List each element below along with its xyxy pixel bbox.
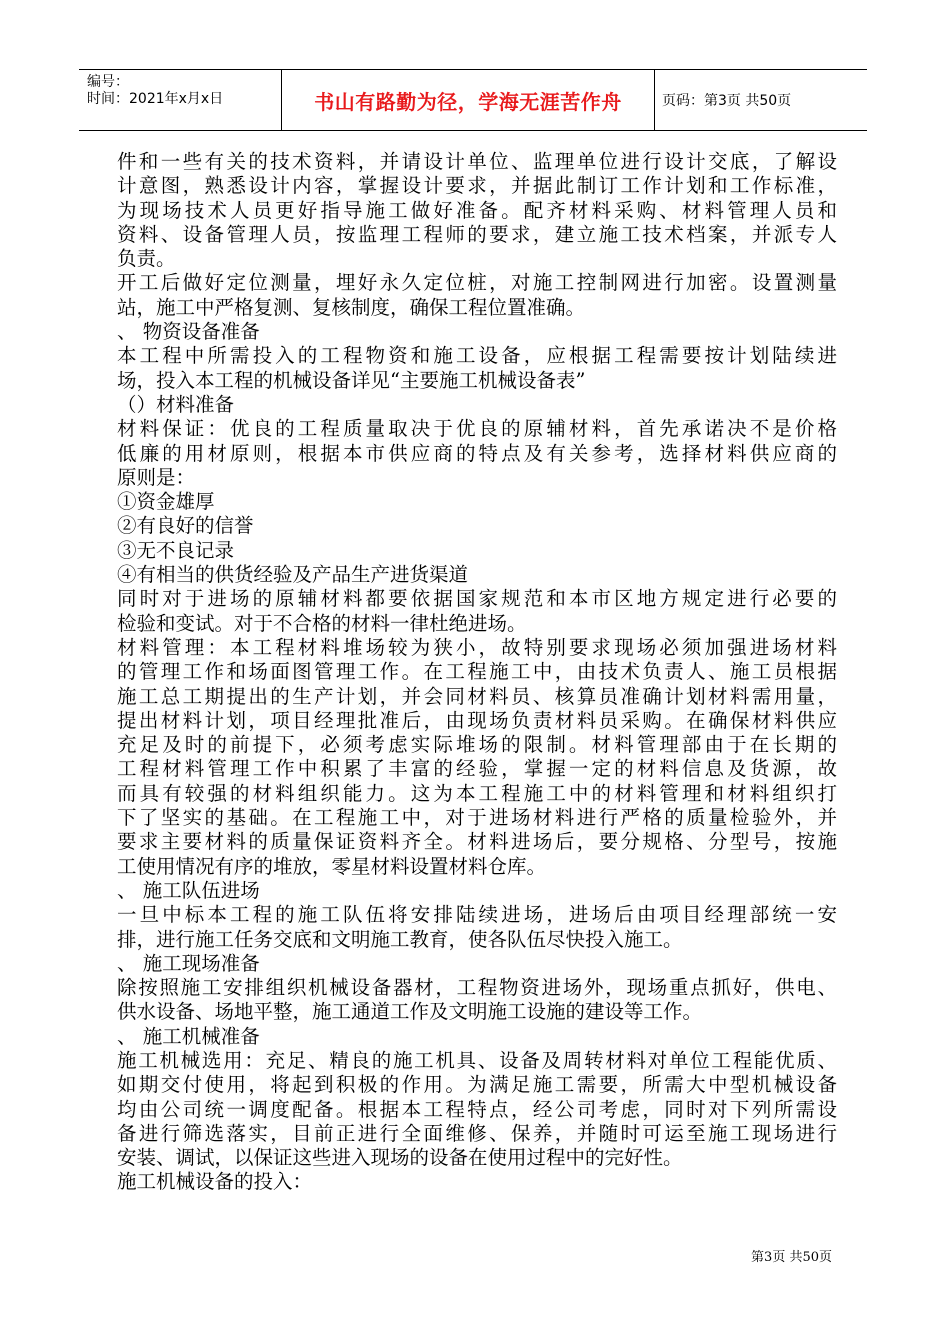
body-line: 负责。 [117, 247, 176, 271]
body-line: 供水设备、场地平整，施工通道工作及文明施工设施的建设等工作。 [117, 1000, 703, 1024]
body-line: 检验和变试。对于不合格的材料一律杜绝进场。 [117, 611, 527, 635]
body-line: 施工机械选用：充足、精良的施工机具、设备及周转材料对单位工程能优质、 [117, 1048, 837, 1072]
body-line: 件和一些有关的技术资料，并请设计单位、监理单位进行设计交底，了解设 [117, 150, 837, 173]
body-line: 本工程中所需投入的工程物资和施工设备，应根据工程需要按计划陆续进 [117, 344, 837, 368]
page-header [79, 69, 867, 131]
body-line: ①资金雄厚 [117, 490, 215, 514]
body-line: 下了坚实的基础。在工程施工中，对于进场材料进行严格的质量检验外，并 [117, 806, 837, 830]
body-line: 资料、设备管理人员，按监理工程师的要求，建立施工技术档案，并派专人 [117, 222, 837, 246]
body-line: 材料管理：本工程材料堆场较为狭小，故特别要求现场必须加强进场材料 [117, 635, 837, 659]
header-info-cell [79, 70, 281, 130]
page-footer: 第3页 共50页 [751, 1250, 832, 1265]
body-line: 、 施工机械准备 [117, 1024, 260, 1048]
motto-text: 书山有路勤为径，学海无涯苦作舟 [314, 89, 622, 114]
body-line: 为现场技术人员更好指导施工做好准备。配齐材料采购、材料管理人员和 [117, 198, 837, 222]
body-line: ④有相当的供货经验及产品生产进货渠道 [117, 563, 469, 587]
body-line: 工使用情况有序的堆放，零星材料设置材料仓库。 [117, 854, 547, 878]
body-line: 备进行筛选落实，目前正进行全面维修、保养，并随时可运至施工现场进行 [117, 1121, 837, 1145]
body-line: （）材料准备 [117, 392, 235, 416]
body-line: 原则是： [117, 465, 196, 489]
number-label: 编号： [87, 74, 129, 90]
body-line: 站，施工中严格复测、复核制度，确保工程位置准确。 [117, 295, 586, 319]
body-line: 均由公司统一调度配备。根据本工程特点，经公司考虑，同时对下列所需设 [117, 1097, 837, 1121]
body-line: 计意图，熟悉设计内容，掌握设计要求，并据此制订工作计划和工作标准， [117, 174, 837, 198]
body-line: 、 物资设备准备 [117, 320, 260, 344]
body-line: 施工机械设备的投入： [117, 1170, 313, 1194]
body-line: 一旦中标本工程的施工队伍将安排陆续进场，进场后由项目经理部统一安 [117, 903, 837, 927]
body-line: ②有良好的信誉 [117, 514, 254, 538]
header-motto-cell [281, 70, 655, 130]
body-line: 如期交付使用，将起到积极的作用。为满足施工需要，所需大中型机械设备 [117, 1073, 837, 1097]
body-line: 、 施工现场准备 [117, 951, 260, 975]
body-line: 要求主要材料的质量保证资料齐全。材料进场后，要分规格、分型号，按施 [117, 830, 837, 854]
body-line: 工程材料管理工作中积累了丰富的经验，掌握一定的材料信息及货源，故 [117, 757, 837, 781]
document-body [117, 150, 837, 1195]
body-line: 材料保证：优良的工程质量取决于优良的原辅材料，首先承诺决不是价格 [117, 417, 837, 441]
body-line: 场，投入本工程的机械设备详见“主要施工机械设备表” [117, 368, 586, 392]
body-line: 除按照施工安排组织机械设备器材，工程物资进场外，现场重点抓好，供电、 [117, 976, 837, 1000]
header-page-cell [654, 70, 867, 130]
body-line: 、 施工队伍进场 [117, 878, 260, 902]
body-line: 同时对于进场的原辅材料都要依据国家规范和本市区地方规定进行必要的 [117, 587, 837, 611]
body-line: 安装、调试，以保证这些进入现场的设备在使用过程中的完好性。 [117, 1146, 683, 1170]
page-code: 页码：第3页 共50页 [662, 93, 792, 109]
body-line: 提出材料计划，项目经理批准后，由现场负责材料员采购。在确保材料供应 [117, 708, 837, 732]
body-line: 低廉的用材原则，根据本市供应商的特点及有关参考，选择材料供应商的 [117, 441, 837, 465]
body-line: 开工后做好定位测量，埋好永久定位桩，对施工控制网进行加密。设置测量 [117, 271, 837, 295]
body-line: 的管理工作和场面图管理工作。在工程施工中，由技术负责人、施工员根据 [117, 660, 837, 684]
body-line: 充足及时的前提下，必须考虑实际堆场的限制。材料管理部由于在长期的 [117, 733, 837, 757]
body-line: ③无不良记录 [117, 538, 235, 562]
time-label: 时间：2021年x月x日 [87, 91, 224, 107]
body-line: 而具有较强的材料组织能力。这为本工程施工中的材料管理和材料组织打 [117, 781, 837, 805]
body-line: 排，进行施工任务交底和文明施工教育，使各队伍尽快投入施工。 [117, 927, 683, 951]
body-line: 施工总工期提出的生产计划，并会同材料员、核算员准确计划材料需用量， [117, 684, 837, 708]
